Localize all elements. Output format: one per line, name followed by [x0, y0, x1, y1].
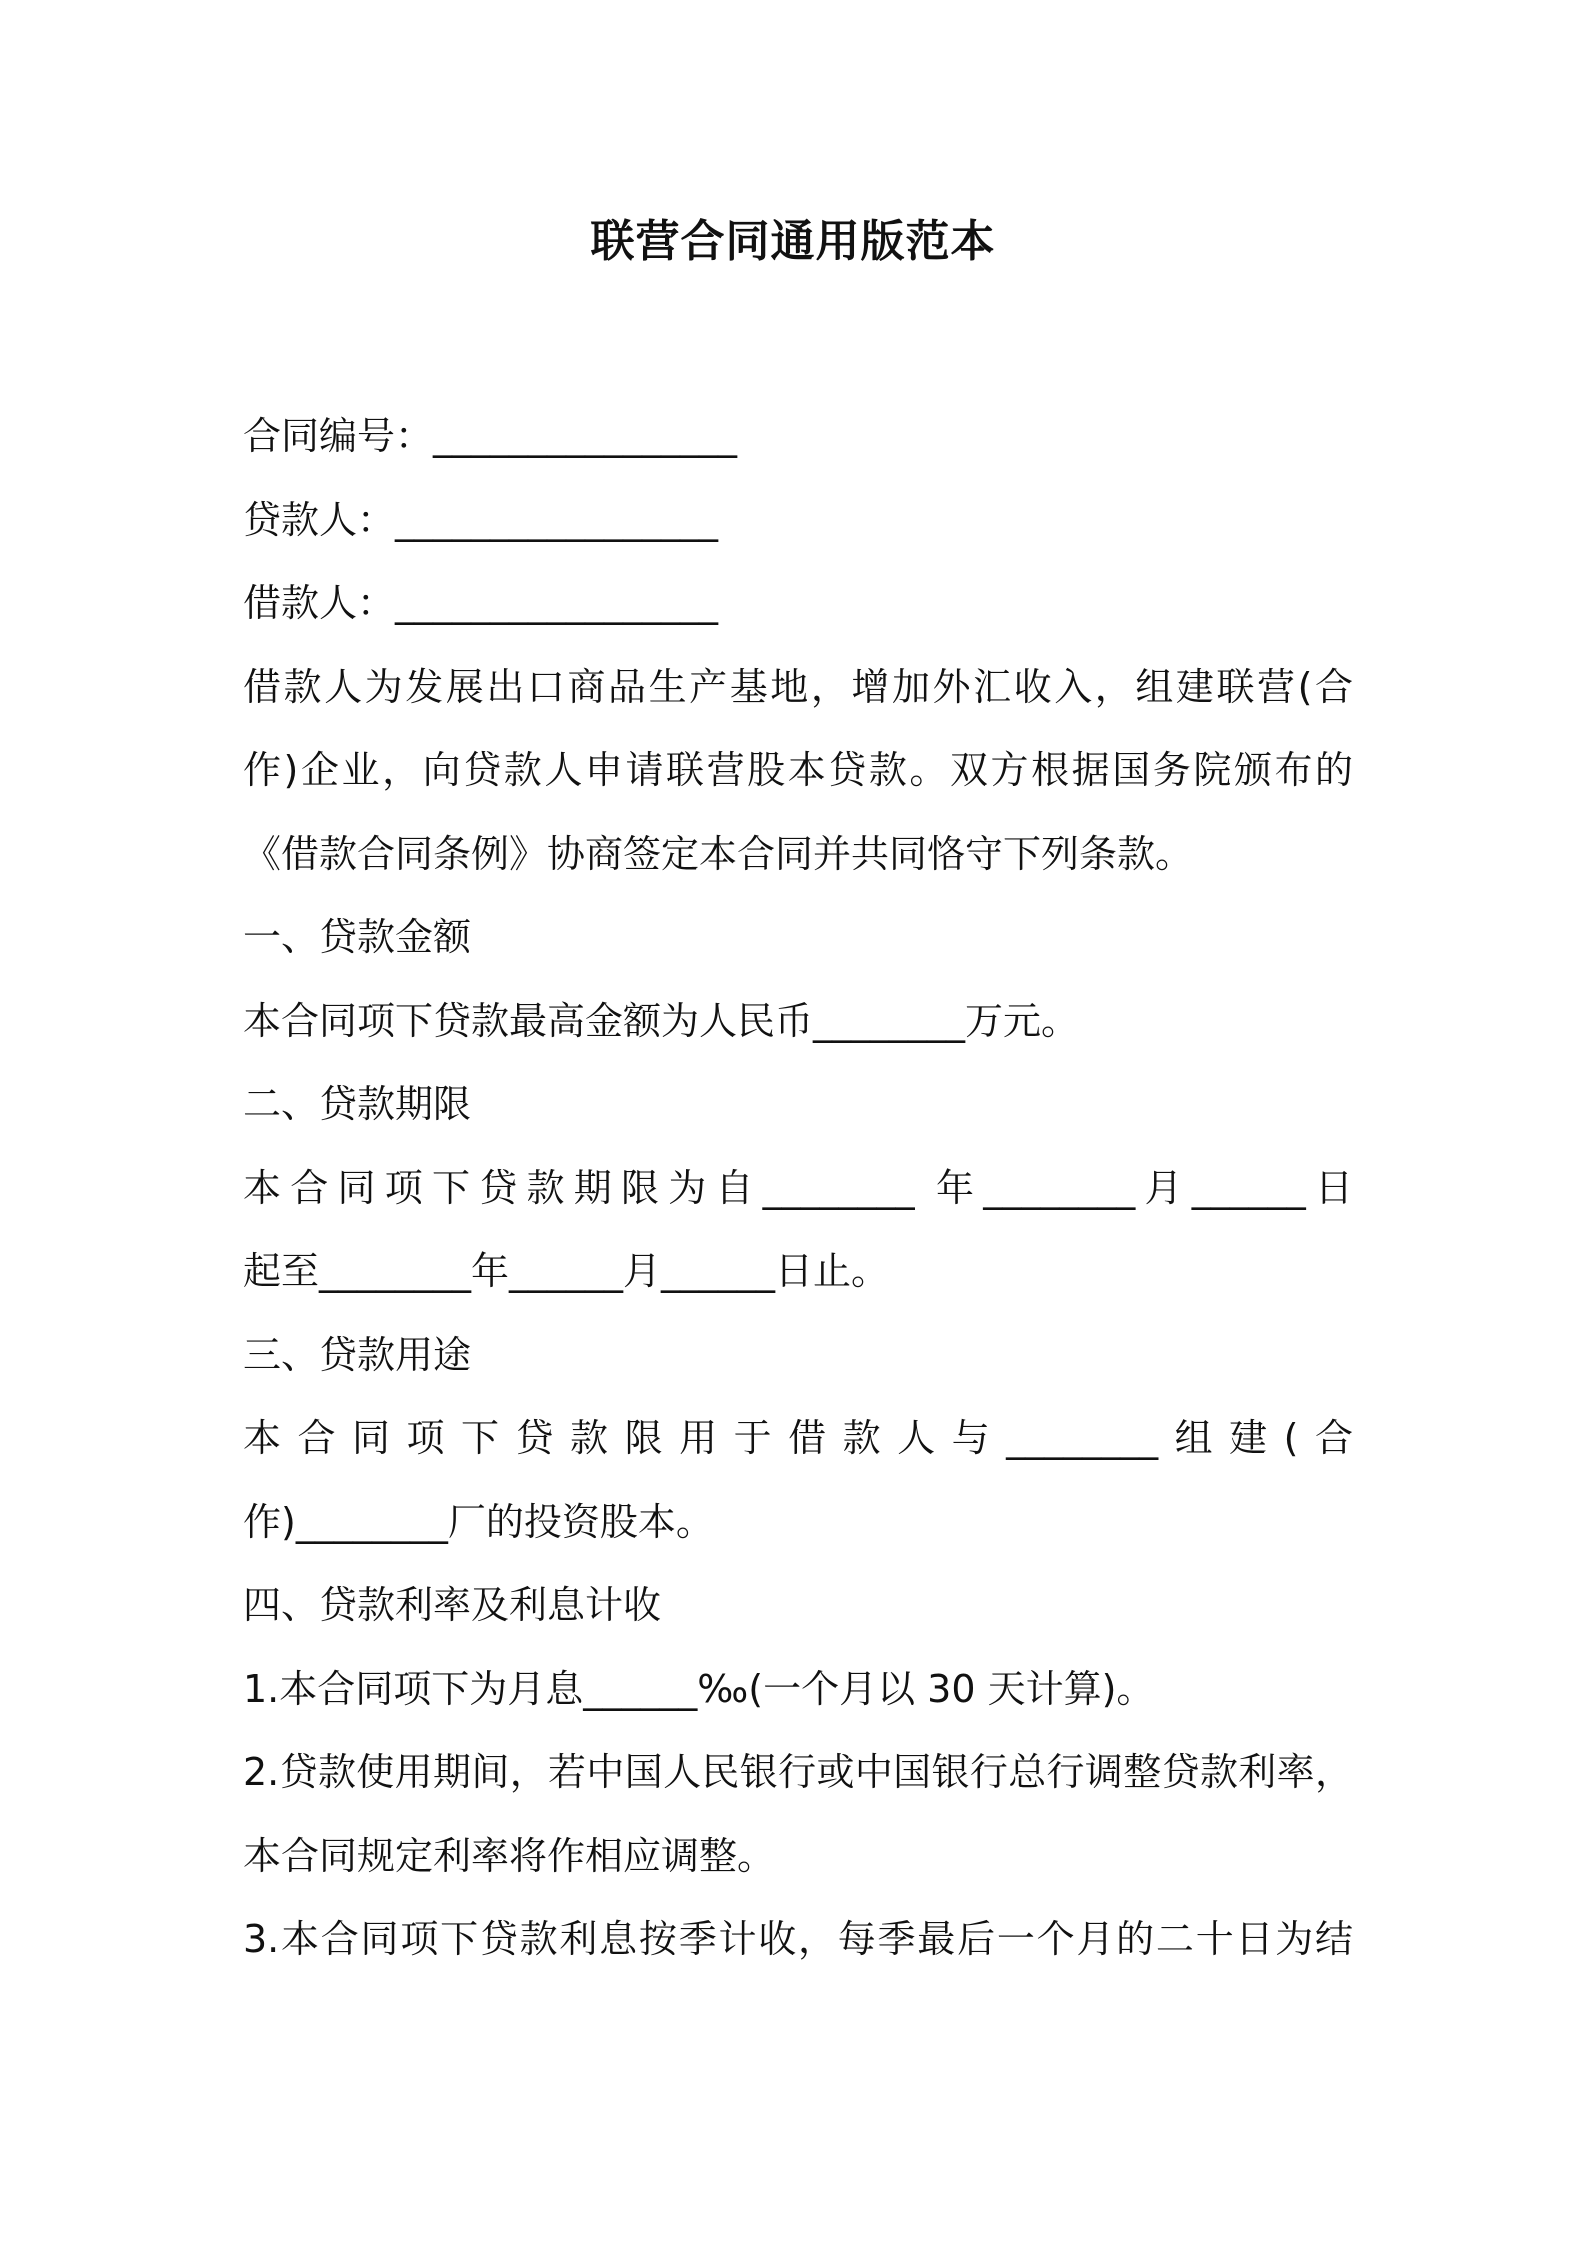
section-heading-interest: 四、贷款利率及利息计收: [243, 1583, 662, 1627]
interest-clause-1: 1.本合同项下为月息______‰(一个月以 30 天计算)。: [243, 1667, 1155, 1711]
interest-clause-2-line-1: 2.贷款使用期间，若中国人民银行或中国银行总行调整贷款利率，: [243, 1750, 1353, 1794]
section-heading-amount: 一、贷款金额: [243, 915, 472, 959]
borrower-line: 借款人：_________________: [243, 581, 719, 625]
section-heading-term: 二、贷款期限: [243, 1082, 472, 1126]
intro-paragraph-line-1: 借款人为发展出口商品生产基地，增加外汇收入，组建联营(合: [243, 665, 1353, 709]
purpose-clause-line-2: 作)________厂的投资股本。: [243, 1500, 714, 1544]
document-title: 联营合同通用版范本: [590, 216, 996, 267]
amount-clause: 本合同项下贷款最高金额为人民币________万元。: [243, 999, 1080, 1043]
term-clause-line-1: 本合同项下贷款期限为自________ 年________月______日: [243, 1166, 1353, 1210]
section-heading-purpose: 三、贷款用途: [243, 1333, 472, 1377]
intro-paragraph-line-2: 作)企业，向贷款人申请联营股本贷款。双方根据国务院颁布的: [243, 748, 1353, 792]
purpose-clause-line-1: 本合同项下贷款限用于借款人与________组建(合: [243, 1416, 1353, 1460]
term-clause-line-2: 起至________年______月______日止。: [243, 1249, 890, 1293]
contract-number-line: 合同编号：________________: [243, 414, 738, 458]
interest-clause-3-line-1: 3.本合同项下贷款利息按季计收，每季最后一个月的二十日为结: [243, 1917, 1353, 1961]
interest-clause-2-line-2: 本合同规定利率将作相应调整。: [243, 1834, 776, 1878]
intro-paragraph-line-3: 《借款合同条例》协商签定本合同并共同恪守下列条款。: [243, 832, 1194, 876]
lender-line: 贷款人：_________________: [243, 498, 719, 542]
